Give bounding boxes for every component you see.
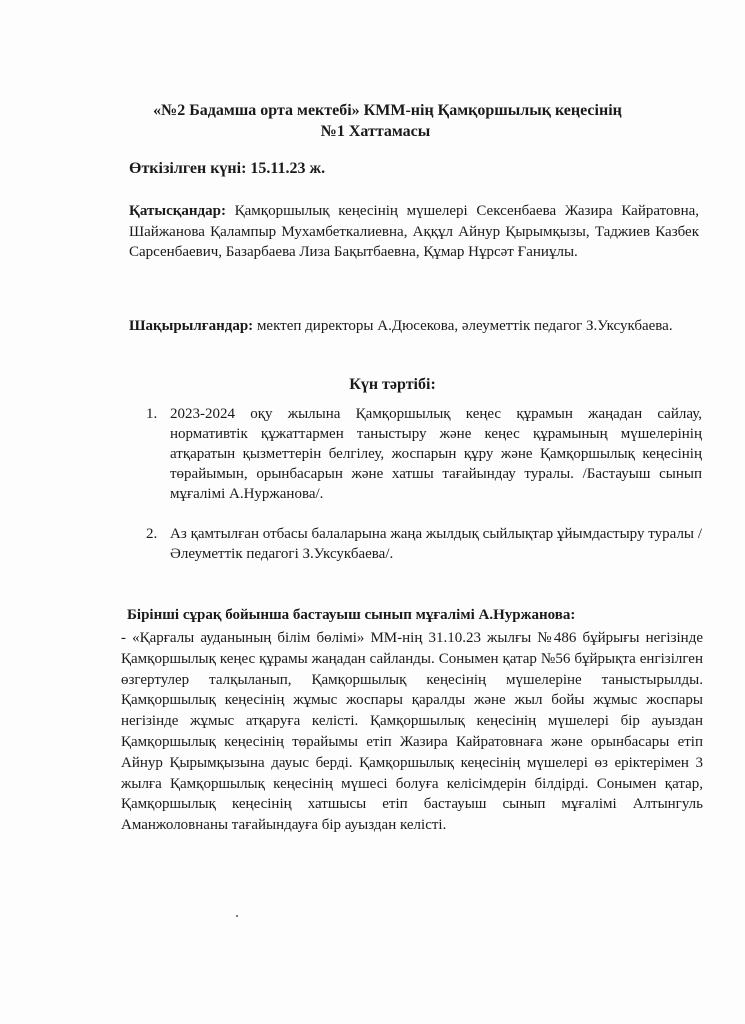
agenda-item-number: 1. [146,406,158,422]
invited-label: Шақырылғандар: [129,318,254,334]
title-line-2: №1 Хаттамасы [320,123,431,140]
document-title [0,100,745,142]
agenda-title: Күн тәртібі: [349,376,436,393]
invited-paragraph [129,316,699,337]
agenda-item [146,524,702,564]
section-body: - «Қарғалы ауданының білім бөлімі» ММ-нің 31.10.23 жылғы №486 бұйрығы негізінде Қамқоршылық кеңес құрамы жаңадан сайланды. Сонымен қатар №56 бұйрықта енгізілген өзгертулер талқыланып, Қамқоршылық кеңесінің мүшелеріне таныстырылды. Қамқоршылық кеңесінің жұмыс жоспары қаралды және жыл бойы жұмыс жоспары негізінде жұмыс атқаруға келісті. Қамқоршылық кеңесінің мүшелері бір ауыздан Қамқоршылық кеңесінің төрайымы етіп Жазира Кайратовнаға және орынбасары етіп Айнур Қырымқызына дауыс берді. Қамқоршылық кеңесінің мүшелері өз еріктерімен 3 жылға Қамқоршылық кеңесінің мүшесі болуға келісімдерін білдірді. Сонымен қатар, Қамқоршылық кеңесінің хатшысы етіп бастауыш сынып мұғалімі Алтынгуль Аманжоловнаны тағайындауға бір ауыздан келісті. [121,630,703,834]
participants-text: Қамқоршылық кеңесінің мүшелері Сексенбаева Жазира Кайратовна, Шайжанова Қалампыр Мухамбеткалиевна, Аққұл Айнур Қырымқызы, Таджиев Казбек Сарсенбаевич, Базарбаева Лиза Бақытбаевна, Құмар Нұрсәт Ғаниұлы. [129,203,699,260]
meeting-date: Өткізілген күні: 15.11.23 ж. [129,160,326,177]
invited-text: мектеп директоры А.Дюсекова, әлеуметтік педагог З.Уксукбаева. [253,318,673,334]
agenda-item-text: 2023-2024 оқу жылына Қамқоршылық кеңес құрамын жаңадан сайлау, нормативтік құжаттармен таныстыру және кеңес құрамының мүшелерінің атқаратын қызметтерін белгілеу, жоспарын құру және Қамқоршылық кеңесінің төрайымын, орынбасарын және хатшы тағайындау туралы. /Бастауыш сынып мұғалімі А.Нуржанова/. [170,406,702,502]
agenda-item-number: 2. [146,526,158,542]
agenda-item-text: Аз қамтылған отбасы балаларына жаңа жылдық сыйлықтар ұйымдастыру туралы /Әлеуметтік педагогі З.Уксукбаева/. [170,526,702,562]
participants-label: Қатысқандар: [129,203,226,219]
title-line-1: «№2 Бадамша орта мектебі» КММ-нің Қамқоршылық кеңесінің [153,102,622,119]
participants-paragraph [129,201,699,263]
agenda-item [146,404,702,504]
agenda-list [146,404,702,564]
section-heading: Бірінші сұрақ бойынша бастауыш сынып мұғалімі А.Нуржанова: [127,607,576,623]
scan-speck [236,915,238,917]
